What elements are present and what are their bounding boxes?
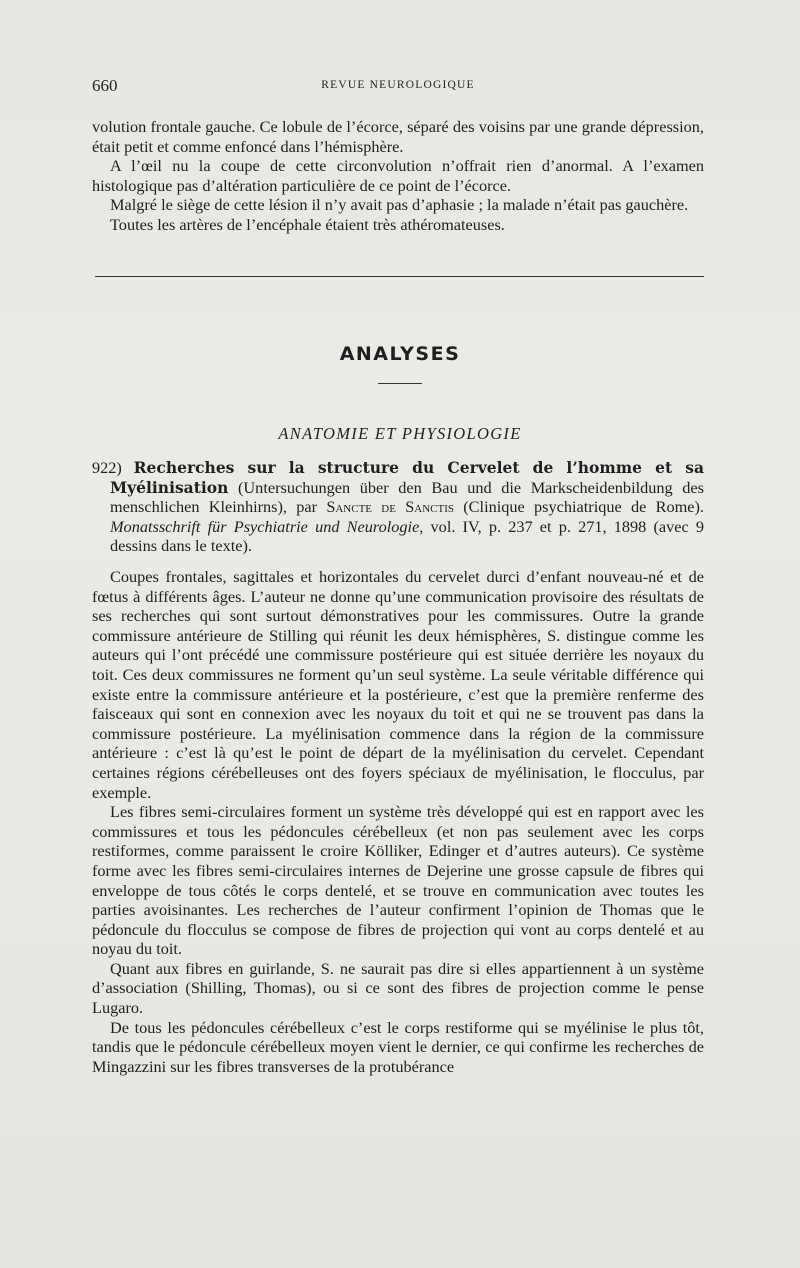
entry-citation-details: vol. IV, p. 237 et p. 271, 1898 (avec 9 dessins dans le texte). (110, 516, 704, 556)
entry-author: Sancte de Sanctis (326, 497, 454, 517)
section-divider (95, 276, 704, 277)
abstract-entry (92, 458, 704, 556)
body-paragraph: Quant aux fibres en guirlande, S. ne saurait pas dire si elles appartiennent à un système d’association (Shilling, Thomas), ou si ce sont des fibres de projection comme le pense Lugaro. (92, 958, 704, 1018)
intro-text (92, 117, 704, 235)
title-underline (378, 383, 422, 384)
intro-paragraph: Toutes les artères de l’encéphale étaient très athéromateuses. (110, 214, 505, 234)
entry-journal: Monatsschrift für Psychiatrie und Neurologie, (110, 516, 424, 536)
section-title: ANALYSES (339, 343, 461, 365)
intro-paragraph: A l’œil nu la coupe de cette circonvolution n’offrait rien d’anormal. A l’examen histologique pas d’altération particulière de ce point de l’écorce. (92, 156, 704, 195)
entry-german-title: (Untersuchungen über den Bau und die Markscheidenbildung des menschlichen Kleinhirns), par (110, 477, 704, 517)
intro-paragraph: Malgré le siège de cette lésion il n’y avait pas d’aphasie ; la malade n’était pas gauchère. (110, 195, 689, 215)
intro-paragraph: volution frontale gauche. Ce lobule de l’écorce, séparé des voisins par une grande dépression, était petit et comme enfoncé dans l’hémisphère. (92, 117, 704, 156)
page-header (92, 76, 704, 100)
subsection-title: ANATOMIE ET PHYSIOLOGIE (278, 424, 522, 443)
body-paragraph: Coupes frontales, sagittales et horizontales du cervelet durci d’enfant nouveau-né et de fœtus à différents âges. L’auteur ne donne qu’une communication provisoire des résultats de ses recherches qui sont surtout démonstratives pour les commissures. Outre la grande commissure antérieure de Stilling qui réunit les deux hémisphères, S. distingue comme les auteurs qui l’ont précédé une commissure postérieure qui est située derrière les noyaux du toit. Ces deux commissures ne forment qu’un seul système. La seule véritable différence qui existe entre la commissure antérieure et la postérieure, c’est que la première renferme des faisceaux qui sont en connexion avec les noyaux du toit et qui ne se trouvent pas dans la commissure postérieure. La myélinisation commence dans la région de la commissure antérieure : c’est là qu’est le point de départ de la myélinisation du cervelet. Cependant certaines régions cérébelleuses ont des foyers spéciaux de myélinisation, le flocculus, par exemple. (92, 567, 704, 802)
entry-citation (92, 458, 704, 556)
body-paragraph: De tous les pédoncules cérébelleux c’est le corps restiforme qui se myélinise le plus tôt, tandis que le pédoncule cérébelleux moyen vient le dernier, ce qui confirme les recherches de Mingazzini sur les fibres transverses de la protubérance (92, 1017, 704, 1076)
running-head: REVUE NEUROLOGIQUE (321, 79, 475, 91)
entry-affiliation: (Clinique psychiatrique de Rome). (463, 497, 704, 517)
body-paragraph: Les fibres semi-circulaires forment un système très développé qui est en rapport avec les commissures et tous les pédoncules cérébelleux (et non pas seulement avec les corps restiformes, comme paraissent le croire Kölliker, Edinger et d’autres auteurs). Ce système forme avec les fibres semi-circulaires internes de Dejerine une grosse capsule de fibres qui enveloppe de tous côtés le corps dentelé, et se trouve en communication avec toutes les parties avoisinantes. Les recherches de l’auteur confirment l’opinion de Thomas que le pédoncule du flocculus se compose de fibres de projection qui vont au corps dentelé et au noyau du toit. (92, 802, 704, 959)
entry-title: Recherches sur la structure du Cervelet de l’homme et sa Myélinisation (110, 458, 704, 497)
abstract-body (92, 567, 704, 1076)
page-number: 660 (92, 76, 118, 95)
entry-number: 922) (92, 458, 122, 477)
